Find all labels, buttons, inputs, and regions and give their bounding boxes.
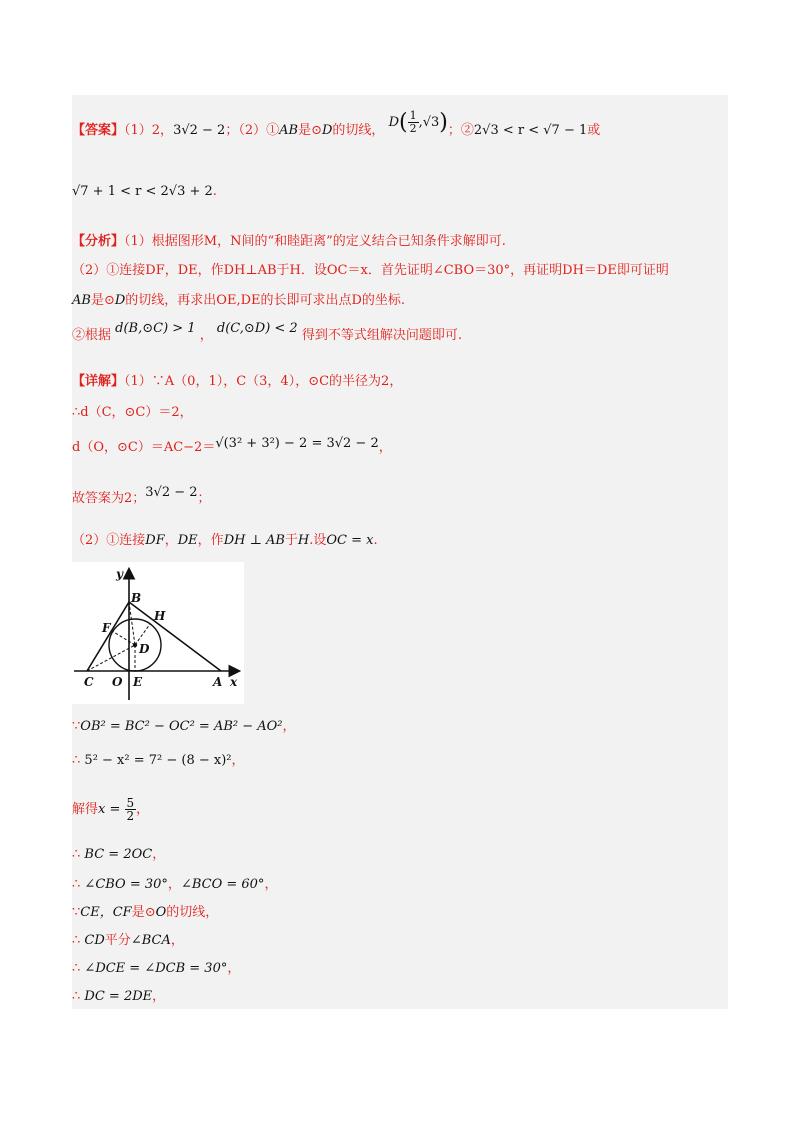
solution-fraction: $\frac{5}{2}$ xyxy=(126,796,135,823)
label-o: O xyxy=(112,675,123,689)
analysis-tag: 【分析】 xyxy=(72,234,125,249)
label-x: x xyxy=(230,675,238,689)
line-bd xyxy=(129,602,135,645)
step-7: ∴ CD平分∠BCA， xyxy=(72,933,184,948)
label-b: B xyxy=(131,591,142,605)
analysis-line-3: AB是⊙D的切线，再求出OE,DE的长即可求出点D的坐标. xyxy=(72,293,406,308)
label-h: H xyxy=(154,609,166,623)
line-df xyxy=(112,631,135,645)
step-2: ∴ 5² − x² = 7² − (8 − x)²， xyxy=(72,753,245,768)
detail-line-2: ∴d（C，⊙C）＝2， xyxy=(72,405,193,420)
point-d xyxy=(133,643,137,647)
detail-line-4: 故答案为2；3√2 − 2； xyxy=(72,485,211,506)
geometry-svg xyxy=(72,562,244,704)
analysis-line-2: （2）①连接DF，DE，作DH⊥AB于H．设OC＝x．首先证明∠CBO＝30°，再证明DH＝DE即可证明 xyxy=(72,263,669,278)
detail-line-3: d（O，⊙C）＝AC−2＝√(3² + 3²) − 2 = 3√2 − 2， xyxy=(72,436,392,455)
step-9: ∴ DC = 2DE， xyxy=(72,989,166,1004)
analysis-line-4: ②根据 d(B,⊙C) > 1 ， d(C,⊙D) < 2 得到不等式组解决问题即可. xyxy=(72,321,462,343)
label-c: C xyxy=(84,675,94,689)
answer-line-2: √7 + 1 < r < 2√3 + 2. xyxy=(72,184,217,199)
answer-inequality-2: √7 + 1 < r < 2√3 + 2 xyxy=(72,184,213,199)
label-f: F xyxy=(102,621,111,635)
step-1: ∵OB² = BC² − OC² = AB² − AO²， xyxy=(72,719,296,734)
geometry-figure xyxy=(72,562,244,704)
step-6: ∵CE，CF是⊙O的切线， xyxy=(72,905,219,920)
label-d: D xyxy=(139,642,150,656)
answer-tag: 【答案】 xyxy=(72,123,125,138)
answer-inequality-1: 2√3 < r < √7 − 1 xyxy=(473,123,588,138)
label-a: A xyxy=(213,675,223,689)
answer-value-1: 3√2 − 2 xyxy=(173,123,226,138)
answer-line-1: 【答案】（1）2，3√2 − 2；（2）①AB是⊙D的切线， D( $\frac{1}{2}$ ,√3)；②2√3 < r < √7 − 1或 xyxy=(72,109,601,138)
analysis-line-1: 【分析】（1）根据图形M，N间的“和睦距离”的定义结合已知条件求解即可. xyxy=(72,234,506,249)
step-5: ∴ ∠CBO = 30°，∠BCO = 60°， xyxy=(72,877,278,892)
detail-line-5: （2）①连接DF，DE，作DH ⊥ AB于H.设OC = x. xyxy=(72,533,378,548)
step-3: 解得x = $\frac{5}{2}$ ， xyxy=(72,796,150,823)
detail-tag: 【详解】 xyxy=(72,374,125,389)
answer-fraction: $\frac{1}{2}$ xyxy=(409,109,417,135)
detail-line-1: 【详解】（1）∵A（0，1），C（3，4），⊙C的半径为2， xyxy=(72,374,403,389)
label-y: y xyxy=(116,567,123,581)
step-4: ∴ BC = 2OC， xyxy=(72,847,166,862)
step-8: ∴ ∠DCE = ∠DCB = 30°， xyxy=(72,961,241,976)
label-e: E xyxy=(133,675,143,689)
